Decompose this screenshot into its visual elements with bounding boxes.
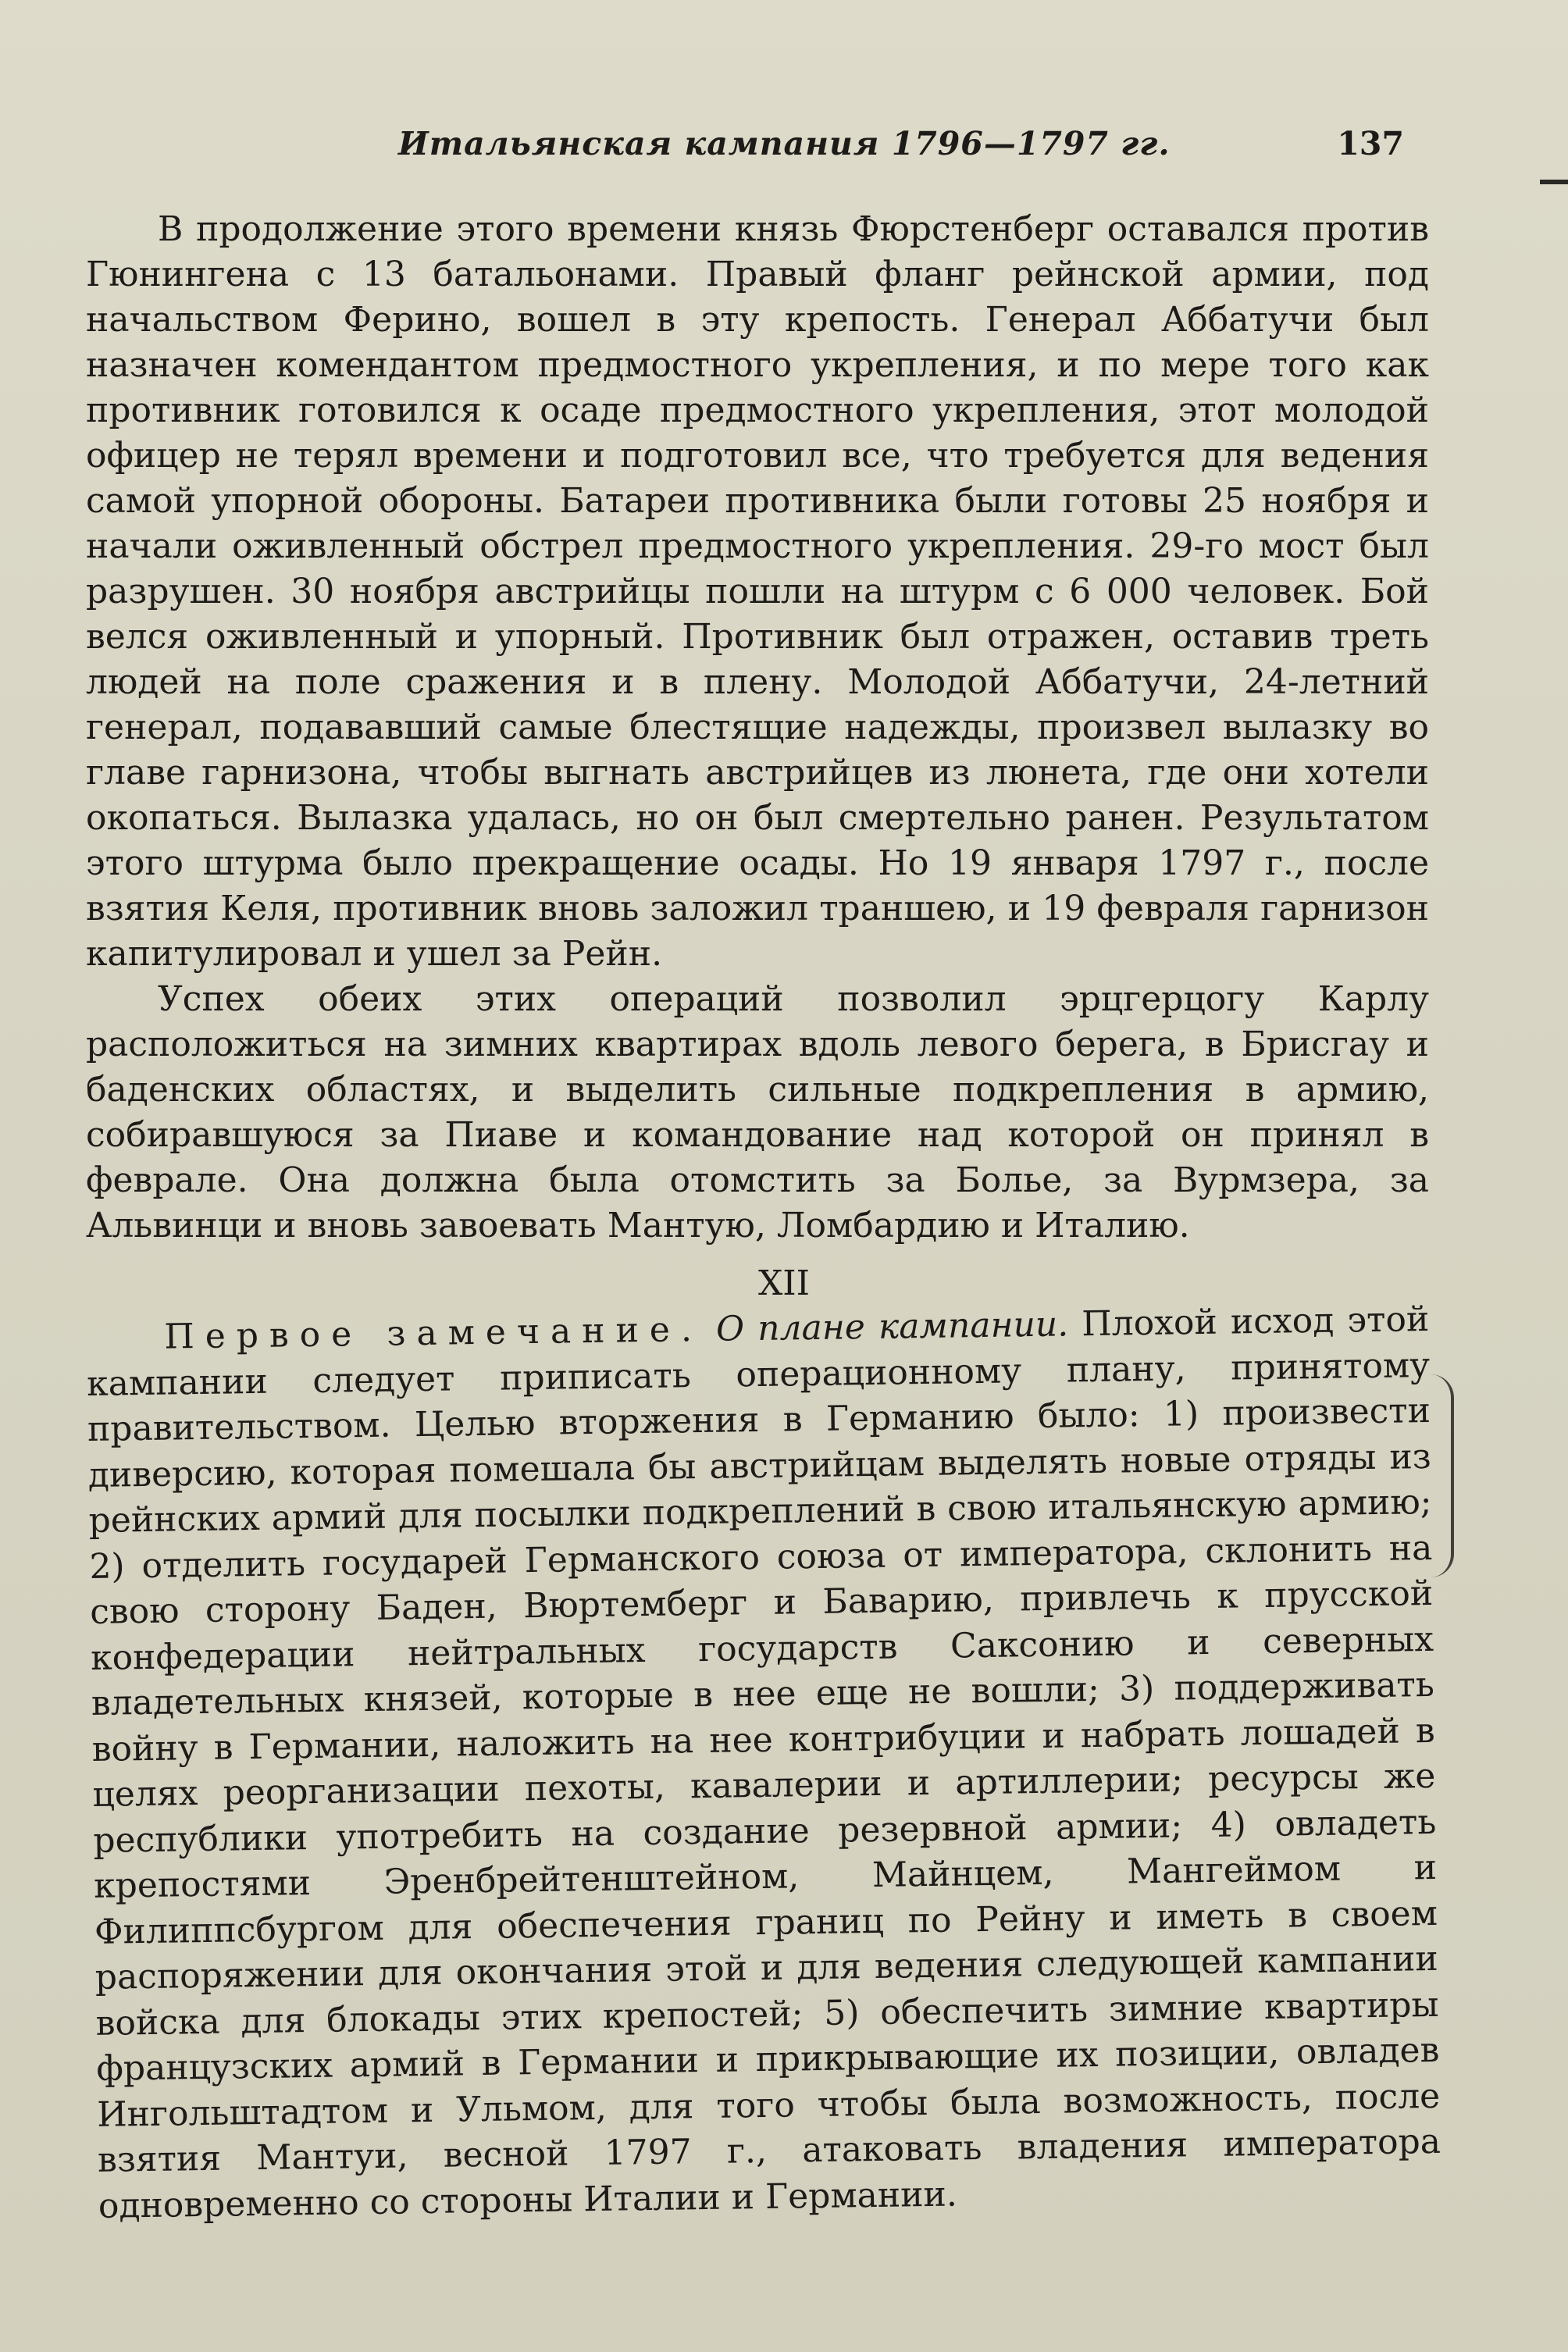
paragraph-1: В продолжение этого времени князь Фюрстенберг оставался против Гюнингена с 13 батальонами. Правый фланг рейнской армии, под начальством Ферино, вошел в эту крепость. Генерал Аббатучи был назначен комендантом предмостного укрепления, и по мере того как противник готовился к осаде предмостного укрепления, этот молодой офицер не терял времени и подготовил все, что требуется для ведения самой упорной обороны. Батареи противника были готовы 25 ноября и начали оживленный обстрел предмостного укрепления. 29-го мост был разрушен. 30 ноября австрийцы пошли на штурм с 6 000 человек. Бой велся оживленный и упорный. Противник был отражен, оставив треть людей на поле сражения и в плену. Молодой Аббатучи, 24-летний генерал, подававший самые блестящие надежды, произвел вылазку во главе гарнизона, чтобы выгнать австрийцев из люнета, где они хотели окопаться. Вылазка удалась, но он был смертельно ранен. Результатом этого штурма было прекращение осады. Но 19 января 1797 г., после взятия Келя, противник вновь заложил траншею, и 19 февраля гарнизон капитулировал и ушел за Рейн.: [86, 209, 1429, 974]
section-number: XII: [757, 1263, 811, 1303]
running-title: Итальянская кампания 1796—1797 гг.: [398, 125, 1171, 162]
remark-paragraph: [86, 1297, 1441, 2229]
paragraph-2: Успех обеих этих операций позволил эрцгерцогу Карлу расположиться на зимних квартирах вдоль левого берега, в Брисгау и баденских областях, и выделить сильные подкрепления в армию, собиравшуюся за Пиаве и командование над которой он принял в феврале. Она должна была отомстить за Болье, за Вурмзера, за Альвинци и вновь завоевать Мантую, Ломбардию и Италию.: [86, 979, 1429, 1245]
remark-text: Плохой исход этой кампании следует приписать операционному плану, принятому правительством. Целью вторжения в Германию было: 1) произвести диверсию, которая помешала бы австрийцам выделять новые отряды из рейнских армий для посылки подкреплений в свою итальянскую армию; 2) отделить государей Германского союза от императора, склонить на свою сторону Баден, Вюртемберг и Баварию, привлечь к прусской конфедерации нейтральных государств Саксонию и северных владетельных князей, которые в нее еще не вошли; 3) поддерживать войну в Германии, наложить на нее контрибуции и набрать лошадей в целях реорганизации пехоты, кавалерии и артиллерии; ресурсы же республики употребить на создание резервной армии; 4) овладеть крепостями Эренбрейтенштейном, Майнцем, Мангеймом и Филиппсбургом для обеспечения границ по Рейну и иметь в своем распоряжении для окончания этой и для ведения следующей кампании войска для блокады этих крепостей; 5) обеспечить зимние квартиры французских армий в Германии и прикрывающие их позиции, овладев Ингольштадтом и Ульмом, для того чтобы была возможность, после взятия Мантуи, весной 1797 г., атаковать владения императора одновременно со стороны Италии и Германии.: [86, 1299, 1441, 2226]
handwritten-margin-bracket: [1431, 1374, 1454, 1577]
remark-section: [86, 1297, 1441, 2229]
page-number: 137: [1337, 125, 1404, 162]
scan-edge-mark: [1540, 180, 1568, 184]
remark-topic: О плане кампании.: [715, 1304, 1069, 1349]
main-text: [86, 207, 1429, 1249]
remark-label: Первое замечание.: [164, 1309, 704, 1357]
